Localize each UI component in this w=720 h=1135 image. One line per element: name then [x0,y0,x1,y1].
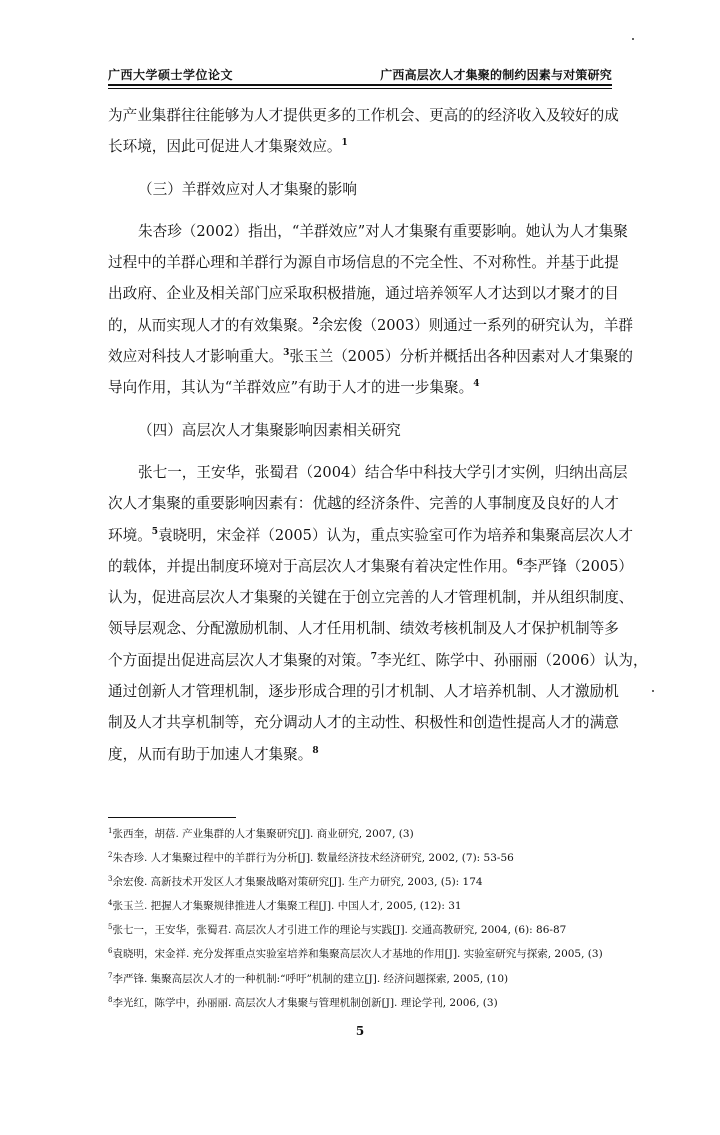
footnote-item: $^8$李光红，陈学中，孙丽丽. 高层次人才集聚与管理机制创新[J]. 理论学刊, 2006, (3) [108,995,498,1009]
section-heading: （三）羊群效应对人才集聚的影响 [138,180,357,198]
footnote-ref: 8 [312,745,319,756]
footnote-item: $^7$李严锋. 集聚高层次人才的一种机制:“呼吁”机制的建立[J]. 经济问题探索, 2005, (10) [108,971,509,985]
footnote-item: $^4$张玉兰. 把握人才集聚规律推进人才集聚工程[J]. 中国人才, 2005, (12): 31 [108,899,462,913]
footnote-ref: 5 [151,526,159,537]
paragraph-line: 认为，促进高层次人才集聚的关键在于创立完善的人才管理机制，并从组织制度、 [108,589,634,607]
paragraph-line: 个方面提出促进高层次人才集聚的对策。$^7$李光红、陈学中、孙丽丽（2006）认为， [108,651,648,669]
section-heading: （四）高层次人才集聚影响因素相关研究 [138,421,401,439]
footnote-ref: 3 [283,348,290,359]
footnotes [108,822,612,1015]
body-text [108,100,648,770]
paragraph-line: 张七一，王安华，张蜀君（2004）结合华中科技大学引才实例，归纳出高层 [138,463,628,481]
footnote-item: $^2$朱杏珍. 人才集聚过程中的羊群行为分析[J]. 数量经济技术经济研究, 2002, (7): 53-56 [108,851,514,865]
footnote-ref: 7 [370,651,377,662]
page-number: 5 [355,1024,365,1038]
paragraph-line: 导向作用，其认为“羊群效应”有助于人才的进一步集聚。$^4$ [108,379,480,397]
paragraph-line: 次人才集聚的重要影响因素有：优越的经济条件、完善的人事制度及良好的人才 [108,495,619,513]
paragraph-line: 的载体，并提出制度环境对于高层次人才集聚有着决定性作用。$^6$李严锋（2005） [108,557,634,575]
header-rule-thin [108,88,612,89]
paragraph-line: 度，从而有助于加速人才集聚。$^8$ [108,745,319,763]
running-header [108,64,612,84]
paragraph-line: 长环境，因此可促进人才集聚效应。$^1$ [108,138,348,156]
paragraph-line: 出政府、企业及相关部门应采取积极措施，通过培养领军人才达到以才聚才的目 [108,285,619,303]
footnote-item: $^6$袁晓明，宋金祥. 充分发挥重点实验室培养和集聚高层次人才基地的作用[J]. 实验室研究与探索, 2005, (3) [108,947,603,961]
paragraph-line: 制及人才共享机制等，充分调动人才的主动性、积极性和创造性提高人才的满意 [108,714,619,732]
header-rule [108,84,612,86]
paragraph-line: 过程中的羊群心理和羊群行为源自市场信息的不完全性、不对称性。并基于此提 [108,254,619,272]
footnote-separator [108,817,236,818]
scan-speck [652,690,654,692]
header-thesis-title: 广西高层次人才集聚的制约因素与对策研究 [380,68,612,82]
footnote-item: $^1$张西奎，胡蓓. 产业集群的人才集聚研究[J]. 商业研究, 2007, (3) [108,827,414,840]
paragraph-line: 领导层观念、分配激励机制、人才任用机制、绩效考核机制及人才保护机制等多 [108,620,619,638]
footnote-ref: 6 [516,557,523,568]
paragraph-line: 通过创新人才管理机制，逐步形成合理的引才机制、人才培养机制、人才激励机 [108,683,619,701]
paragraph-line: 环境。$^5$袁晓明，宋金祥（2005）认为，重点实验室可作为培养和集聚高层次人才 [108,526,634,544]
footnote-item: $^3$余宏俊. 高新技术开发区人才集聚战略对策研究[J]. 生产力研究, 2003, (5): 174 [108,875,483,889]
footnote-ref: 2 [312,316,319,327]
paragraph-line: 效应对科技人才影响重大。$^3$张玉兰（2005）分析并概括出各种因素对人才集聚的 [108,348,634,366]
paragraph-line: 朱杏珍（2002）指出，“羊群效应”对人才集聚有重要影响。她认为人才集聚 [138,222,628,240]
footnote-ref: 4 [473,379,480,390]
footnote-ref: 1 [341,138,348,149]
header-thesis-label: 广西大学硕士学位论文 [108,68,234,82]
paragraph-line: 的，从而实现人才的有效集聚。$^2$余宏俊（2003）则通过一系列的研究认为，羊群 [108,316,634,334]
footnote-item: $^5$张七一，王安华，张蜀君. 高层次人才引进工作的理论与实践[J]. 交通高教研究, 2004, (6): 86-87 [108,923,567,937]
paragraph-line: 为产业集群往往能够为人才提供更多的工作机会、更高的的经济收入及较好的成 [108,107,619,124]
scan-speck [632,38,634,40]
